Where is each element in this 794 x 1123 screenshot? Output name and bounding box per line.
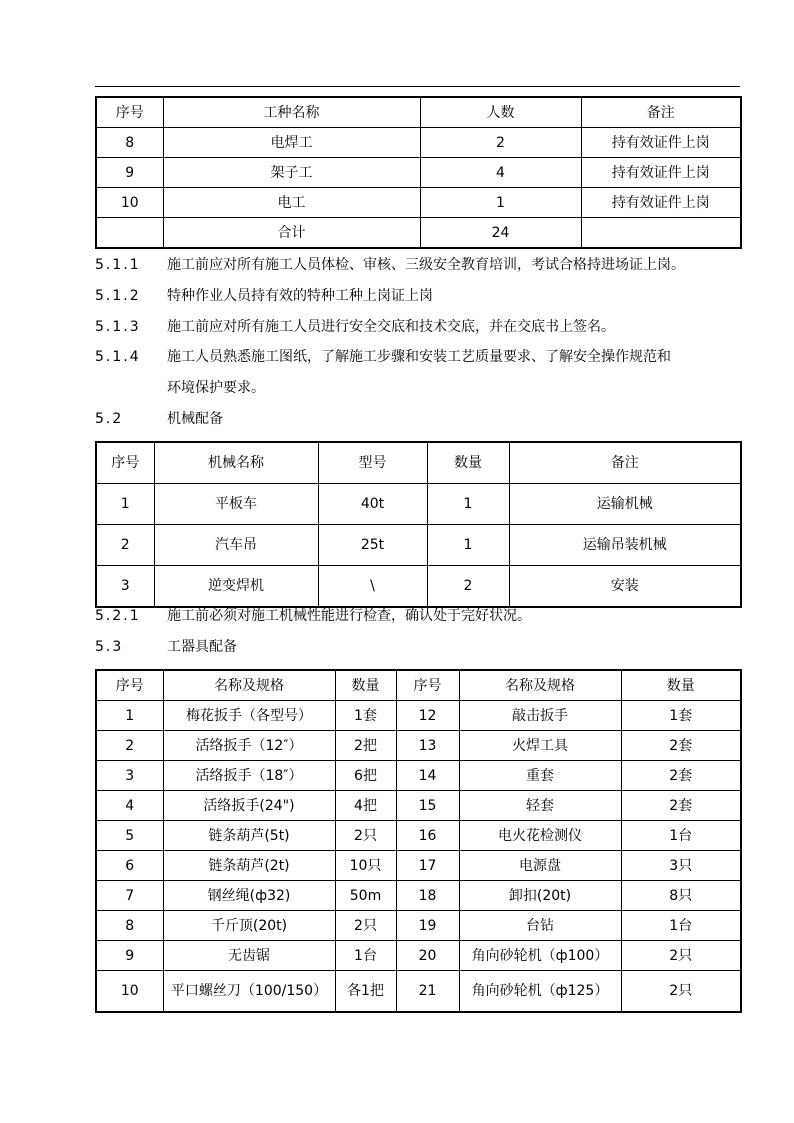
table-cell: 角向砂轮机（ф125）: [459, 971, 621, 1013]
header-cell: 名称及规格: [163, 670, 335, 701]
header-rule: [95, 86, 740, 87]
header-cell: 序号: [96, 670, 163, 701]
table-cell: 40t: [318, 484, 427, 525]
table-cell: 1: [96, 484, 154, 525]
table-row: [96, 188, 741, 218]
table-cell: \: [318, 566, 427, 608]
header-cell: 机械名称: [154, 442, 318, 484]
table-cell: 21: [396, 971, 459, 1013]
clause-text: 特种作业人员持有效的特种工种上岗证上岗: [167, 288, 433, 304]
table-cell: 4: [420, 158, 581, 188]
table-cell: 6把: [335, 761, 396, 791]
table-cell: 架子工: [163, 158, 420, 188]
table-cell: 2: [420, 128, 581, 158]
header-cell: 序号: [396, 670, 459, 701]
table-cell: 9: [96, 158, 163, 188]
table-cell: 2套: [621, 731, 741, 761]
table-cell: 卸扣(20t): [459, 881, 621, 911]
table-cell: 角向砂轮机（ф100）: [459, 941, 621, 971]
table-cell: 重套: [459, 761, 621, 791]
clause-number: 5.1.2: [95, 288, 141, 304]
table-cell: 20: [396, 941, 459, 971]
table-cell: 6: [96, 851, 163, 881]
table-cell: 2: [427, 566, 509, 608]
table-cell: 9: [96, 941, 163, 971]
clause-text: 环境保护要求。: [167, 380, 265, 396]
table-cell: 2: [96, 731, 163, 761]
table-cell: 活络扳手（18″）: [163, 761, 335, 791]
table-cell: 1台: [621, 821, 741, 851]
table-cell: 2只: [335, 911, 396, 941]
table-cell: 2套: [621, 761, 741, 791]
table-cell: 8只: [621, 881, 741, 911]
table-cell: 7: [96, 881, 163, 911]
table-row: [96, 821, 741, 851]
table-cell: 17: [396, 851, 459, 881]
table-cell: 4: [96, 791, 163, 821]
table-header-row: [96, 670, 741, 701]
section-title: 机械配备: [167, 411, 223, 427]
table-cell: 12: [396, 701, 459, 731]
table-cell: 电工: [163, 188, 420, 218]
table-row: [96, 761, 741, 791]
table-row: [96, 881, 741, 911]
table-cell: [581, 218, 741, 249]
table-cell: 电源盘: [459, 851, 621, 881]
table-cell: 1台: [621, 911, 741, 941]
header-cell: 工种名称: [163, 97, 420, 128]
section-number: 5.2: [95, 411, 124, 427]
table-cell: 1: [427, 525, 509, 566]
table-cell: 1套: [335, 701, 396, 731]
header-cell: 型号: [318, 442, 427, 484]
table-cell: 8: [96, 128, 163, 158]
tool-table: [95, 669, 742, 1013]
clause-number: 5.1.3: [95, 319, 141, 335]
table-cell: 18: [396, 881, 459, 911]
clause-text: 施工前应对所有施工人员体检、审核、三级安全教育培训，考试合格持进场证上岗。: [167, 257, 685, 273]
table-cell: 梅花扳手（各型号）: [163, 701, 335, 731]
staff-table: [95, 96, 742, 249]
table-cell: 汽车吊: [154, 525, 318, 566]
machine-table: [95, 441, 742, 608]
table-cell: 14: [396, 761, 459, 791]
header-cell: 备注: [509, 442, 741, 484]
table-cell: 3: [96, 566, 154, 608]
section-number: 5.3: [95, 639, 124, 655]
table-cell: 敲击扳手: [459, 701, 621, 731]
table-row: [96, 525, 741, 566]
table-cell: 15: [396, 791, 459, 821]
table-cell: 1: [427, 484, 509, 525]
table-cell: 千斤顶(20t): [163, 911, 335, 941]
table-cell: 合计: [163, 218, 420, 249]
header-cell: 人数: [420, 97, 581, 128]
section-title: 工器具配备: [167, 639, 237, 655]
table-cell: 电焊工: [163, 128, 420, 158]
clause-text: 施工前必须对施工机械性能进行检查，确认处于完好状况。: [167, 608, 531, 624]
table-cell: 轻套: [459, 791, 621, 821]
table-cell: 持有效证件上岗: [581, 188, 741, 218]
table-cell: 2: [96, 525, 154, 566]
header-cell: 数量: [335, 670, 396, 701]
header-cell: 备注: [581, 97, 741, 128]
table-cell: 3只: [621, 851, 741, 881]
table-cell: 10: [96, 971, 163, 1013]
table-cell: 1套: [621, 701, 741, 731]
table-cell: 持有效证件上岗: [581, 158, 741, 188]
table-cell: 各1把: [335, 971, 396, 1013]
table-cell: 安装: [509, 566, 741, 608]
clause-number: 5.1.1: [95, 257, 141, 273]
table-row: [96, 158, 741, 188]
table-cell: 16: [396, 821, 459, 851]
table-cell: 火焊工具: [459, 731, 621, 761]
table-cell: 电火花检测仪: [459, 821, 621, 851]
table-header-row: [96, 442, 741, 484]
clause-text: 施工人员熟悉施工图纸，了解施工步骤和安装工艺质量要求、了解安全操作规范和: [167, 349, 671, 365]
table-row: [96, 971, 741, 1013]
table-cell: 活络扳手（12″）: [163, 731, 335, 761]
table-cell: 持有效证件上岗: [581, 128, 741, 158]
table-cell: 链条葫芦(2t): [163, 851, 335, 881]
table-cell: 逆变焊机: [154, 566, 318, 608]
table-cell: 50m: [335, 881, 396, 911]
table-cell: 25t: [318, 525, 427, 566]
table-cell: 2只: [621, 971, 741, 1013]
table-cell: 1台: [335, 941, 396, 971]
table-cell: 运输机械: [509, 484, 741, 525]
table-cell: 2只: [335, 821, 396, 851]
header-cell: 序号: [96, 97, 163, 128]
table-row: [96, 941, 741, 971]
table-cell: 活络扳手(24"): [163, 791, 335, 821]
header-cell: 数量: [427, 442, 509, 484]
table-cell: 10: [96, 188, 163, 218]
table-cell: 24: [420, 218, 581, 249]
table-cell: 10只: [335, 851, 396, 881]
table-row: [96, 791, 741, 821]
table-cell: 5: [96, 821, 163, 851]
clause-number: 5.2.1: [95, 608, 141, 624]
clause-number: 5.1.4: [95, 349, 141, 365]
table-row: [96, 851, 741, 881]
table-cell: 1: [96, 701, 163, 731]
table-row: [96, 731, 741, 761]
table-cell: 平口螺丝刀（100/150）: [163, 971, 335, 1013]
table-cell: 2只: [621, 941, 741, 971]
table-cell: 8: [96, 911, 163, 941]
table-cell: 2套: [621, 791, 741, 821]
header-cell: 序号: [96, 442, 154, 484]
table-cell: 链条葫芦(5t): [163, 821, 335, 851]
table-header-row: [96, 97, 741, 128]
table-row: [96, 701, 741, 731]
table-cell: 13: [396, 731, 459, 761]
table-cell: 运输吊装机械: [509, 525, 741, 566]
table-cell: [96, 218, 163, 249]
table-cell: 19: [396, 911, 459, 941]
table-cell: 4把: [335, 791, 396, 821]
header-cell: 名称及规格: [459, 670, 621, 701]
table-cell: 2把: [335, 731, 396, 761]
table-cell: 无齿锯: [163, 941, 335, 971]
table-cell: 平板车: [154, 484, 318, 525]
table-cell: 1: [420, 188, 581, 218]
table-row: [96, 911, 741, 941]
table-row: [96, 484, 741, 525]
table-cell: 台钻: [459, 911, 621, 941]
table-cell: 3: [96, 761, 163, 791]
total-row: [96, 218, 741, 249]
clause-text: 施工前应对所有施工人员进行安全交底和技术交底，并在交底书上签名。: [167, 319, 615, 335]
header-cell: 数量: [621, 670, 741, 701]
table-cell: 钢丝绳(ф32): [163, 881, 335, 911]
table-row: [96, 128, 741, 158]
